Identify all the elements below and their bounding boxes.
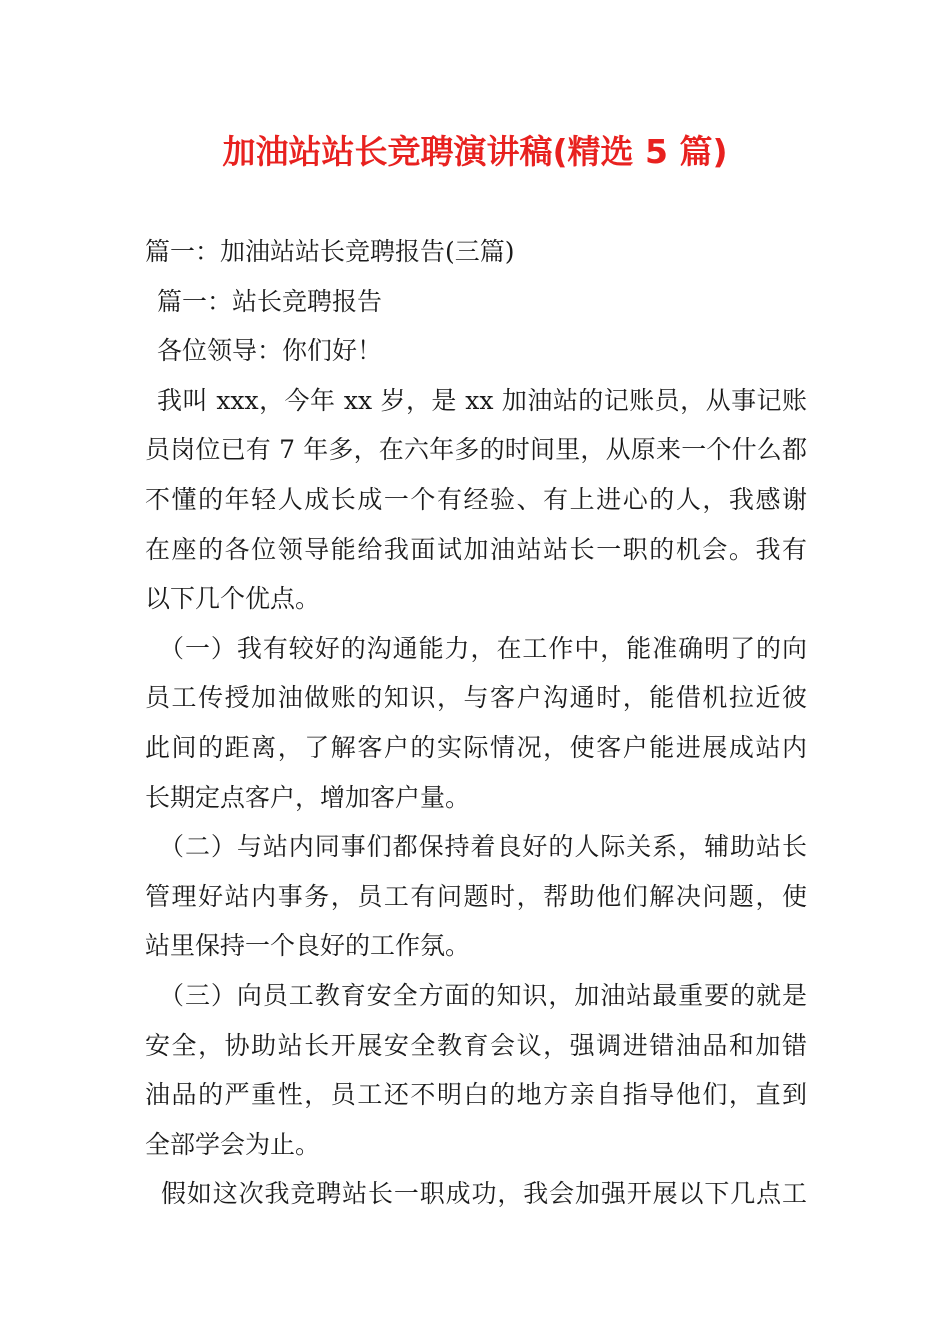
salutation: 各位领导：你们好！	[157, 336, 383, 366]
paragraph-line: 站里保持一个良好的工作氛。	[145, 931, 471, 961]
paragraph-line: （一）我有较好的沟通能力，在工作中，能准确明了的向	[159, 633, 807, 663]
paragraph-line: 此间的距离，了解客户的实际情况，使客户能进展成站内	[145, 732, 807, 762]
paragraph-line: （二）与站内同事们都保持着良好的人际关系，辅助站长	[159, 832, 807, 862]
document-title: 加油站站长竞聘演讲稿(精选 5 篇)	[222, 132, 728, 171]
paragraph-line: 假如这次我竞聘站长一职成功，我会加强开展以下几点工	[161, 1179, 807, 1209]
paragraph-line: 油品的严重性，员工还不明白的地方亲自指导他们，直到	[145, 1080, 807, 1110]
paragraph-line: 以下几个优点。	[145, 584, 321, 614]
paragraph-line: 我叫 xxx，今年 xx 岁，是 xx 加油站的记账员，从事记账	[157, 385, 807, 415]
paragraph-line: 在座的各位领导能给我面试加油站站长一职的机会。我有	[145, 534, 807, 564]
subsection-heading: 篇一：站长竞聘报告	[157, 286, 383, 316]
paragraph-line: 管理好站内事务，员工有问题时，帮助他们解决问题，使	[145, 881, 807, 911]
paragraph-line: 员岗位已有 7 年多，在六年多的时间里，从原来一个什么都	[145, 435, 807, 465]
paragraph-line: 安全，协助站长开展安全教育会议，强调进错油品和加错	[145, 1030, 807, 1060]
paragraph-line: 员工传授加油做账的知识，与客户沟通时，能借机拉近彼	[145, 683, 807, 713]
document-body	[145, 227, 807, 1219]
paragraph-line: （三）向员工教育安全方面的知识，加油站最重要的就是	[159, 980, 807, 1010]
paragraph-line: 全部学会为止。	[145, 1129, 321, 1159]
paragraph-line: 长期定点客户，增加客户量。	[145, 782, 471, 812]
paragraph-line: 不懂的年轻人成长成一个有经验、有上进心的人，我感谢	[145, 484, 807, 514]
section-heading: 篇一：加油站站长竞聘报告(三篇)	[145, 237, 515, 266]
